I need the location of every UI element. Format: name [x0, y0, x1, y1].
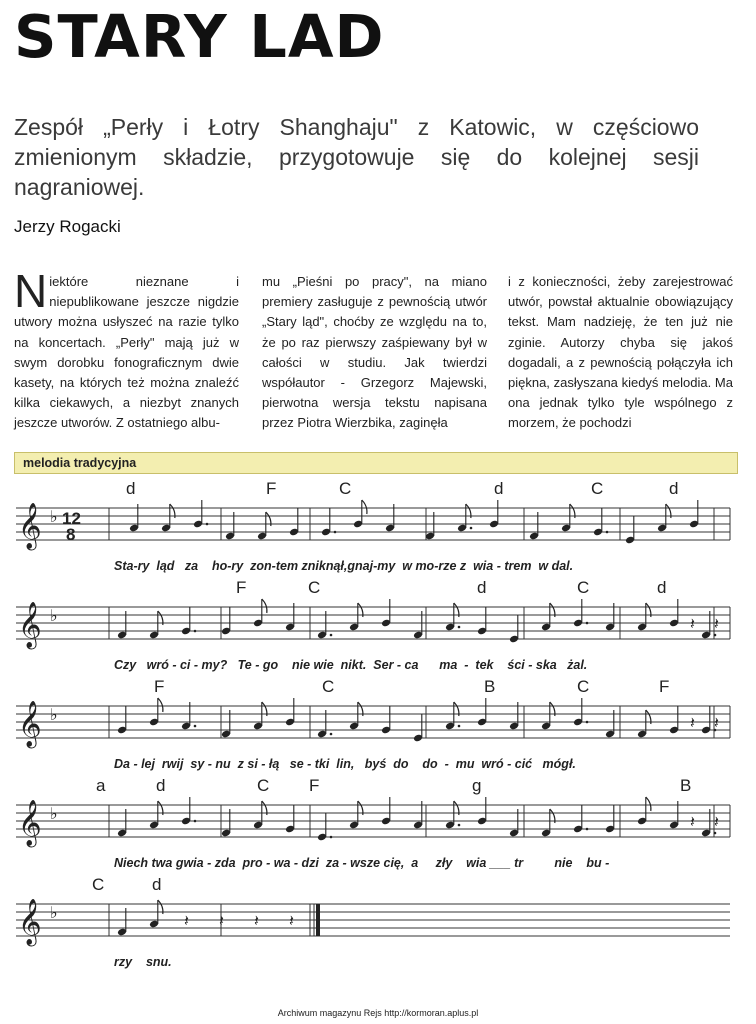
note-flag	[158, 698, 163, 712]
note-dot	[470, 527, 473, 530]
lyrics-line: Czy wró - ci - my? Te - go nie wie nikt. Ser - ca ma - tek ści - ska żal.	[114, 658, 588, 672]
note-dot	[714, 832, 717, 835]
lyrics-line: Sta-ry ląd za ho-ry zon-tem zniknął,gnaj-my w mo-rze z wia - trem w dal.	[114, 559, 574, 573]
chord-symbol: a	[96, 776, 106, 795]
note-dot	[586, 721, 589, 724]
chord-symbol: C	[577, 578, 590, 597]
chord-symbol: B	[680, 776, 692, 795]
rest: 𝄽	[714, 715, 719, 732]
note-dot	[206, 523, 209, 526]
note-dot	[606, 531, 609, 534]
chord-symbol: d	[156, 776, 166, 795]
note-dot	[586, 622, 589, 625]
note-dot	[334, 531, 337, 534]
chord-symbol: C	[92, 875, 105, 894]
chord-symbol: F	[154, 677, 165, 696]
rest: 𝄽	[184, 913, 189, 930]
chord-symbol: d	[494, 479, 504, 498]
note-dot	[330, 836, 333, 839]
lyrics-line: Niech twa gwia - zda pro - wa - dzi za - wsze cię, a zły wia ___ tr nie bu -	[114, 856, 610, 870]
staff-system	[16, 677, 730, 771]
final-barline	[316, 904, 320, 936]
note-dot	[330, 634, 333, 637]
chord-symbol: C	[322, 677, 335, 696]
article-author: Jerzy Rogacki	[14, 217, 121, 236]
staff-system	[16, 578, 730, 672]
chord-symbol: F	[236, 578, 247, 597]
chord-symbol: C	[339, 479, 352, 498]
note-dot	[458, 725, 461, 728]
flat-sign: ♭	[50, 806, 58, 823]
score-header: melodia tradycyjna	[14, 452, 738, 474]
chord-symbol: d	[152, 875, 162, 894]
article-title: STARY LAD	[14, 2, 385, 71]
rest: 𝄽	[219, 913, 224, 930]
flat-sign: ♭	[50, 509, 58, 526]
staff-system	[16, 479, 730, 573]
note-dot	[194, 820, 197, 823]
chord-symbol: d	[477, 578, 487, 597]
rest: 𝄽	[690, 715, 695, 732]
chord-symbol: F	[309, 776, 320, 795]
chord-symbol: C	[257, 776, 270, 795]
staff-system	[16, 776, 730, 870]
flat-sign: ♭	[50, 905, 58, 922]
rest: 𝄽	[714, 616, 719, 633]
chord-symbol: d	[126, 479, 136, 498]
drop-cap: N	[14, 265, 48, 317]
body-column-1	[14, 265, 239, 434]
note-flag	[646, 797, 651, 811]
note-dot	[586, 828, 589, 831]
chord-symbol: B	[484, 677, 496, 696]
chord-symbol: C	[577, 677, 590, 696]
chord-symbol: F	[266, 479, 277, 498]
chord-symbol: C	[591, 479, 604, 498]
chord-symbol: F	[659, 677, 670, 696]
note-dot	[714, 634, 717, 637]
note-dot	[330, 733, 333, 736]
sheet-music	[14, 452, 738, 1014]
rest: 𝄽	[254, 913, 259, 930]
note-dot	[458, 626, 461, 629]
flat-sign: ♭	[50, 608, 58, 625]
rest: 𝄽	[690, 616, 695, 633]
note-flag	[262, 599, 267, 613]
body-column-2: mu „Pieśni po pracy", na miano premiery zasługuje z pewnością utwór „Stary ląd", choćby ze względu na to, że po raz pierwszy zaśpiewany był w całości w studiu. Jak twierdzi współautor - Grzegorz Majewski, pierwotna wersja tekstu napisana przez Piotra Wierzbika, zaginęła	[262, 274, 487, 431]
rest: 𝄽	[690, 814, 695, 831]
staff-system	[16, 875, 730, 969]
treble-clef: 𝄞	[18, 801, 42, 845]
article-lead: Zespół „Perły i Łotry Shanghaju" z Katowic, w częściowo zmienionym składzie, przygotowuje się do kolejnej sesji nagraniowej.	[14, 114, 699, 200]
treble-clef: 𝄞	[18, 504, 42, 548]
lyrics-line: rzy snu.	[114, 955, 172, 969]
note-dot	[458, 824, 461, 827]
rest: 𝄽	[714, 814, 719, 831]
lyrics-line: Da - lej rwij sy - nu z si - łą se - tki lin, byś do do - mu wró - cić mógł.	[114, 757, 576, 771]
treble-clef: 𝄞	[18, 603, 42, 647]
time-signature-bottom: 8	[66, 525, 76, 544]
note-flag	[362, 500, 367, 514]
chord-symbol: C	[308, 578, 321, 597]
chord-symbol: d	[669, 479, 679, 498]
treble-clef: 𝄞	[18, 900, 42, 944]
body-column-3: i z konieczności, żeby zarejestrować utwór, powstał aktualnie obowiązujący tekst. Mam nadzieję, że ten już nie zginie. Autorzy chyba się jakoś dogadali, a z pewnością połączyła ich piękna, zasłyszana kiedyś melodia. Ma ona jednak tylko tyle wspólnego z morzem, że pochodzi	[508, 274, 733, 431]
rest: 𝄽	[289, 913, 294, 930]
time-signature-top: 12	[62, 509, 81, 528]
note-dot	[194, 630, 197, 633]
body-column-1-text: iektóre nieznane i niepublikowane jeszcze nigdzie utwory można usłyszeć na razie tylko na koncertach. „Perły" mają już w swym dorobku fonograficznym dwie kasety, na których też można znaleźć kilka ciekawych, a niezbyt znanych jeszcze utworów. Z ostatniego albu-	[14, 274, 239, 431]
chord-symbol: g	[472, 776, 482, 795]
flat-sign: ♭	[50, 707, 58, 724]
footer-credit: Archiwum magazynu Rejs http://kormoran.aplus.pl	[277, 1008, 479, 1018]
treble-clef: 𝄞	[18, 702, 42, 746]
note-dot	[194, 725, 197, 728]
chord-symbol: d	[657, 578, 667, 597]
